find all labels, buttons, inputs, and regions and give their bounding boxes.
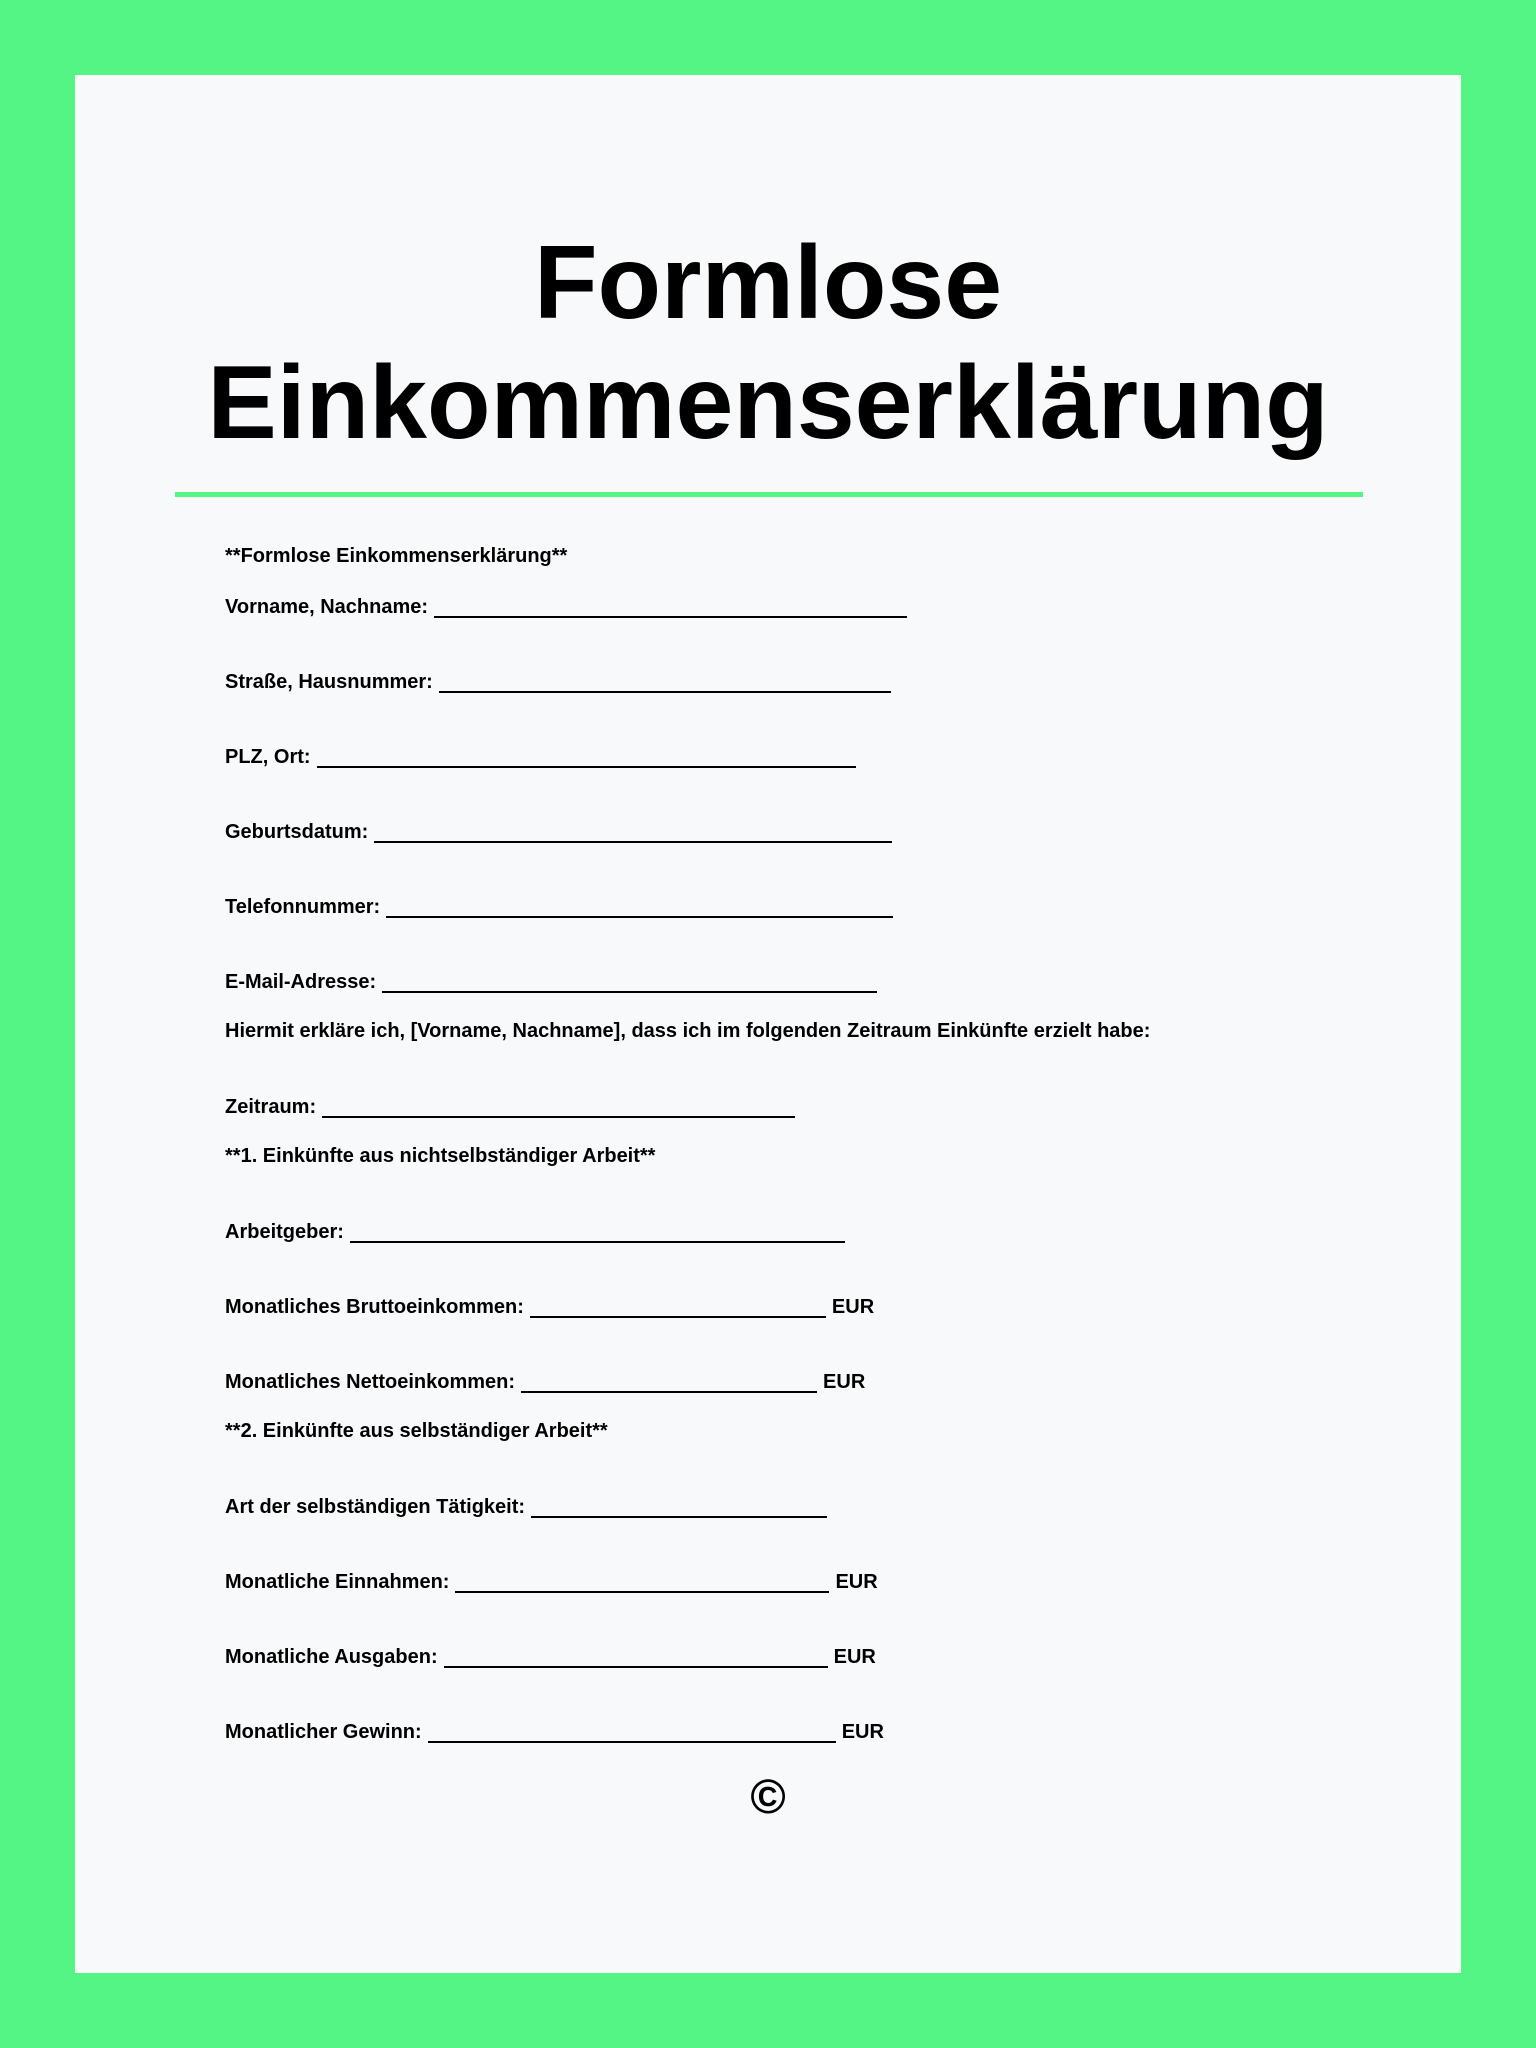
document-title	[75, 223, 1461, 463]
phone-row	[225, 894, 893, 919]
city-label: PLZ, Ort:	[225, 746, 311, 768]
birthdate-label: Geburtsdatum:	[225, 821, 369, 843]
revenue-row	[225, 1569, 878, 1594]
expenses-currency: EUR	[833, 1646, 876, 1668]
activity-field[interactable]	[531, 1494, 827, 1518]
email-field[interactable]	[382, 969, 877, 993]
city-row	[225, 744, 856, 769]
expenses-label: Monatliche Ausgaben:	[225, 1646, 438, 1668]
title-line-2: Einkommenserklärung	[207, 345, 1329, 461]
net-income-label: Monatliches Nettoeinkommen:	[225, 1371, 516, 1393]
email-row	[225, 969, 877, 994]
copyright-icon: ©	[750, 1771, 786, 1824]
profit-label: Monatlicher Gewinn:	[225, 1721, 422, 1743]
profit-row	[225, 1719, 884, 1744]
expenses-field[interactable]	[444, 1644, 828, 1668]
name-field[interactable]	[434, 594, 907, 618]
net-income-field[interactable]	[521, 1369, 817, 1393]
name-row	[225, 594, 907, 619]
net-income-currency: EUR	[823, 1371, 866, 1393]
gross-income-row	[225, 1294, 874, 1319]
section2-heading: **2. Einkünfte aus selbständiger Arbeit**	[225, 1420, 608, 1442]
period-row	[225, 1094, 795, 1119]
net-income-row	[225, 1369, 865, 1394]
employer-label: Arbeitgeber:	[225, 1221, 344, 1243]
activity-label: Art der selbständigen Tätigkeit:	[225, 1496, 526, 1518]
phone-label: Telefonnummer:	[225, 896, 381, 918]
profit-currency: EUR	[841, 1721, 884, 1743]
period-field[interactable]	[322, 1094, 795, 1118]
gross-income-currency: EUR	[831, 1296, 875, 1318]
period-label: Zeitraum:	[225, 1096, 317, 1118]
title-divider	[175, 492, 1363, 497]
city-field[interactable]	[317, 744, 856, 768]
document-page	[75, 75, 1461, 1973]
gross-income-label: Monatliches Bruttoeinkommen:	[225, 1296, 524, 1318]
birthdate-field[interactable]	[374, 819, 892, 843]
employer-field[interactable]	[350, 1219, 845, 1243]
street-field[interactable]	[439, 669, 891, 693]
phone-field[interactable]	[386, 894, 893, 918]
expenses-row	[225, 1644, 876, 1669]
declaration-text: Hiermit erkläre ich, [Vorname, Nachname], dass ich im folgenden Zeitraum Einkünfte erzielt habe:	[225, 1020, 1151, 1042]
birthdate-row	[225, 819, 892, 844]
revenue-label: Monatliche Einnahmen:	[225, 1571, 450, 1593]
gross-income-field[interactable]	[530, 1294, 826, 1318]
profit-field[interactable]	[428, 1719, 836, 1743]
form-heading: **Formlose Einkommenserklärung**	[225, 545, 568, 567]
activity-row	[225, 1494, 827, 1519]
email-label: E-Mail-Adresse:	[225, 971, 377, 993]
section1-heading: **1. Einkünfte aus nichtselbständiger Arbeit**	[225, 1145, 656, 1167]
employer-row	[225, 1219, 845, 1244]
title-line-1: Formlose	[533, 225, 1003, 341]
name-label: Vorname, Nachname:	[225, 596, 429, 618]
street-row	[225, 669, 891, 694]
street-label: Straße, Hausnummer:	[225, 671, 433, 693]
revenue-currency: EUR	[835, 1571, 878, 1593]
revenue-field[interactable]	[455, 1569, 829, 1593]
